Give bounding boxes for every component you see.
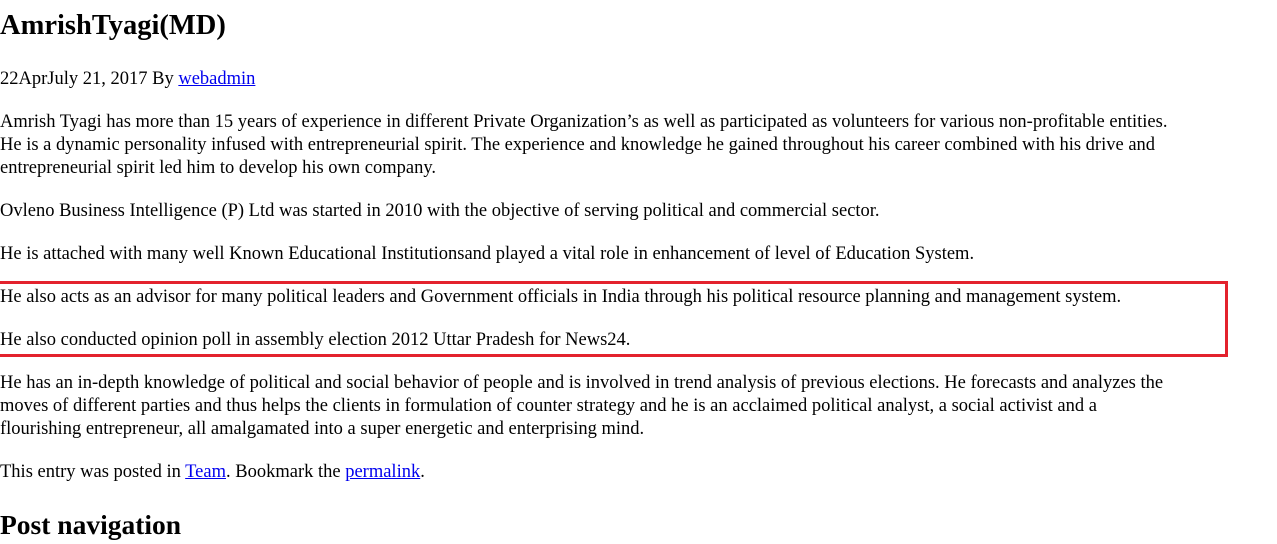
post-title: AmrishTyagi(MD) [0,10,226,41]
post-date: 22AprJuly 21, 2017 [0,69,148,89]
intro-paragraph [0,111,1167,180]
intro-line: Amrish Tyagi has more than 15 years of experience in different Private Organization’s as well as participated as volunteers for various non-profitable entities. [0,112,1168,132]
footer-suffix: . [420,462,425,482]
education-paragraph: He is attached with many well Known Educational Institutionsand played a vital role in enhancement of level of Education System. [0,244,975,264]
by-label: By [152,69,174,89]
knowledge-line: moves of different parties and thus helps the clients in formulation of counter strategy and he is an acclaimed political analyst, a social activist and a [0,396,1097,416]
category-link-team[interactable]: Team [185,462,226,482]
author-link[interactable]: webadmin [178,69,256,89]
post-meta [0,68,255,91]
entry-footer [0,461,425,484]
footer-middle: . Bookmark the [226,462,341,482]
knowledge-paragraph [0,372,1163,441]
footer-prefix: This entry was posted in [0,462,181,482]
intro-line: He is a dynamic personality infused with entrepreneurial spirit. The experience and knowledge he gained throughout his career combined with his drive and [0,135,1156,155]
advisor-paragraph: He also acts as an advisor for many political leaders and Government officials in India through his political resource planning and management system. [0,287,1122,307]
knowledge-line: flourishing entrepreneur, all amalgamated into a super energetic and enterprising mind. [0,419,645,439]
post-navigation-heading: Post navigation [0,509,182,540]
opinion-poll-paragraph: He also conducted opinion poll in assembly election 2012 Uttar Pradesh for News24. [0,330,631,350]
knowledge-line: He has an in-depth knowledge of political and social behavior of people and is involved in trend analysis of previous elections. He forecasts and analyzes the [0,373,1164,393]
company-paragraph: Ovleno Business Intelligence (P) Ltd was started in 2010 with the objective of serving political and commercial sector. [0,201,880,221]
intro-line: entrepreneurial spirit led him to develop his own company. [0,158,437,178]
permalink-link[interactable]: permalink [345,462,421,482]
